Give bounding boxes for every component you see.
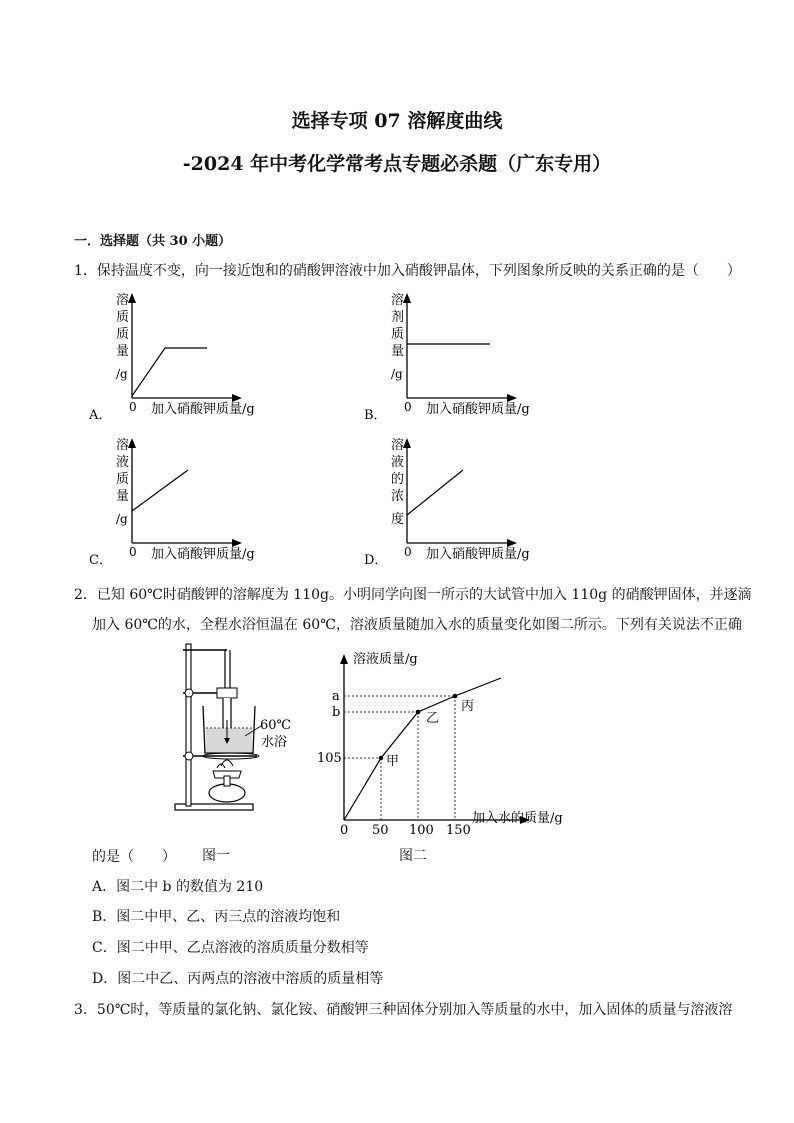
page-title: 选择专项 07 溶解度曲线 xyxy=(291,110,503,132)
y-label-char: 溶 xyxy=(391,438,405,453)
y-unit: /g xyxy=(116,367,128,381)
question-number: 3． xyxy=(74,1002,97,1018)
y-label-char: 浓 xyxy=(391,489,405,504)
option-label: C． xyxy=(89,553,112,568)
x-tick-label: 150 xyxy=(446,823,471,835)
x-axis-label: 加入硝酸钾质量/g xyxy=(151,402,255,417)
q1-graph-d xyxy=(360,435,560,570)
y-label-char: 的 xyxy=(391,472,405,487)
question-1 xyxy=(74,260,741,280)
y-label-char: 量 xyxy=(116,489,130,504)
y-tick-label: b xyxy=(332,705,341,720)
y-label-char: 溶 xyxy=(116,293,130,308)
y-axis-label: 溶液质量/g xyxy=(353,652,418,667)
origin-label: 0 xyxy=(129,400,137,414)
y-label-char: 剂 xyxy=(391,310,405,325)
question-text-line1: 已知 60℃时硝酸钾的溶解度为 110g。小明同学向图一所示的大试管中加入 110g 的硝酸钾固体，并逐滴 xyxy=(96,587,752,603)
y-label-char: 质 xyxy=(391,327,405,342)
option-d: D．图二中乙、丙两点的溶液中溶质的质量相等 xyxy=(92,971,384,987)
y-label-char: 量 xyxy=(391,344,405,359)
question-text-line3: 的是（ ） xyxy=(92,849,176,865)
figure-1-apparatus xyxy=(165,636,300,841)
data-point xyxy=(453,694,458,699)
data-point xyxy=(416,710,421,715)
option-label: B． xyxy=(364,408,387,423)
option-label: A． xyxy=(89,408,112,423)
y-label-char: 溶 xyxy=(391,293,405,308)
question-text: 50℃时，等质量的氯化钠、氯化铵、硝酸钾三种固体分别加入等质量的水中，加入固体的质量与溶液溶 xyxy=(96,1002,733,1018)
point-label: 乙 xyxy=(426,711,440,726)
x-axis-label: 加入硝酸钾质量/g xyxy=(151,547,255,562)
y-unit: /g xyxy=(116,512,128,526)
y-label-char: 质 xyxy=(116,310,130,325)
y-tick-label: 105 xyxy=(317,751,342,766)
question-text-line2: 加入 60℃的水，全程水浴恒温在 60℃，溶液质量随加入水的质量变化如图二所示。下列有关说法不正确 xyxy=(92,617,742,633)
series-line xyxy=(344,678,501,820)
page-subtitle: -2024 年中考化学常考点专题必杀题（广东专用） xyxy=(182,153,612,175)
q1-graph-a xyxy=(85,290,285,425)
y-label-char: 液 xyxy=(116,455,130,470)
y-label-char: 溶 xyxy=(116,438,130,453)
q1-graph-c xyxy=(85,435,285,570)
x-axis-label: 加入水的质量/g xyxy=(472,811,563,826)
origin-label: 0 xyxy=(404,400,412,414)
fig1-temp-label: 60℃ xyxy=(260,718,292,733)
figure-1-caption: 图一 xyxy=(202,848,230,864)
y-unit: /g xyxy=(391,367,403,381)
y-tick-label: a xyxy=(332,689,340,704)
x-axis-label: 加入硝酸钾质量/g xyxy=(426,547,530,562)
y-label-char: 量 xyxy=(116,344,130,359)
x-axis-label: 加入硝酸钾质量/g xyxy=(426,402,530,417)
question-2 xyxy=(74,584,752,604)
q1-graph-b xyxy=(360,290,560,425)
x-tick-label: 50 xyxy=(372,823,389,835)
figure-2-caption: 图二 xyxy=(399,848,427,864)
option-a: A．图二中 b 的数值为 210 xyxy=(92,879,264,895)
question-3 xyxy=(74,999,732,1019)
y-label-char: 度 xyxy=(391,512,405,527)
question-text: 保持温度不变，向一接近饱和的硝酸钾溶液中加入硝酸钾晶体，下列图象所反映的关系正确的是（ ） xyxy=(96,263,741,279)
origin-label: 0 xyxy=(129,545,137,559)
x-tick-label: 100 xyxy=(409,823,434,835)
y-label-char: 质 xyxy=(116,472,130,487)
option-c: C．图二中甲、乙点溶液的溶质质量分数相等 xyxy=(92,940,369,956)
data-point xyxy=(379,756,384,761)
figure-2-chart xyxy=(300,640,580,835)
point-label: 甲 xyxy=(386,754,400,769)
y-label-char: 液 xyxy=(391,455,405,470)
x-tick-label: 0 xyxy=(340,823,349,835)
section-heading: 一．选择题（共 30 小题） xyxy=(74,234,232,249)
question-number: 1． xyxy=(74,263,97,279)
question-number: 2． xyxy=(74,587,97,603)
option-b: B．图二中甲、乙、丙三点的溶液均饱和 xyxy=(92,909,341,925)
origin-label: 0 xyxy=(404,545,412,559)
point-label: 丙 xyxy=(461,699,475,714)
y-label-char: 质 xyxy=(116,327,130,342)
fig1-bath-label: 水浴 xyxy=(261,735,288,750)
option-label: D． xyxy=(364,553,388,568)
